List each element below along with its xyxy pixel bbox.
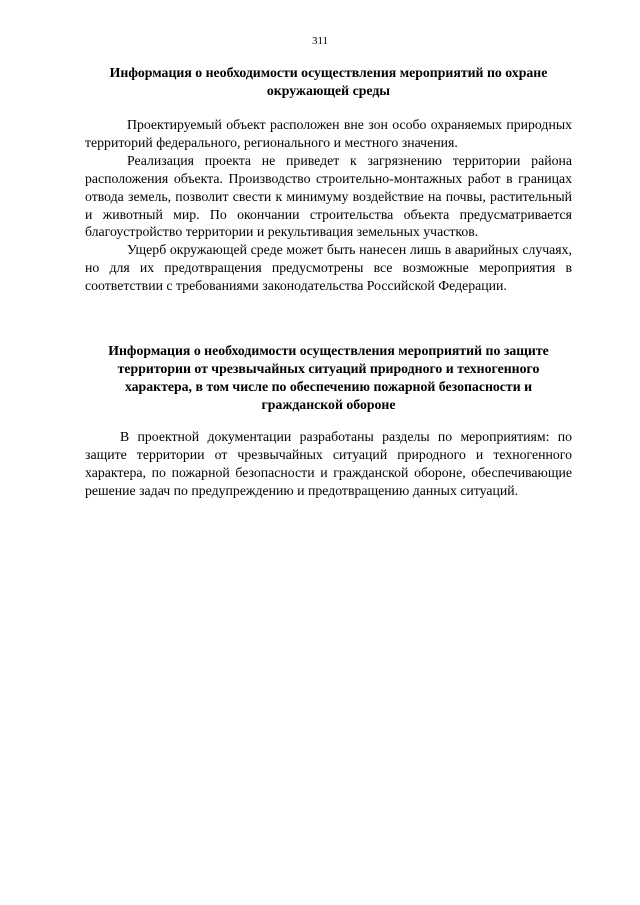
section-body-emergency (85, 428, 572, 500)
section-heading-environment (85, 64, 572, 100)
paragraph: В проектной документации разработаны разделы по мероприятиям: по защите территории от чрезвычайных ситуаций природного и техногенного характера, по пожарной безопасности и гражданской обороне, обеспечивающие решение задач по предупреждению и предотвращению данных ситуаций. (85, 429, 572, 498)
section-body-environment (85, 116, 572, 295)
heading-text: Информация о необходимости осуществления мероприятий по охране окружающей среды (109, 65, 548, 98)
paragraph: Реализация проекта не приведет к загрязнению территории района расположения объекта. Производство строительно-монтажных работ в границах отвода земель, позволит свести к минимуму воздействие на почвы, растительный и животный мир. По окончании строительства объекта предусматривается благоустройство территории и рекультивация земельных участков. (85, 152, 572, 240)
heading-text: Информация о необходимости осуществления мероприятий по защите территории от чрезвычайных ситуаций природного и техногенного характера, в том числе по обеспечению пожарной безопасности и гражданской обороне (108, 343, 549, 412)
paragraph: Ущерб окружающей среде может быть нанесен лишь в аварийных случаях, но для их предотвращения предусмотрены все возможные мероприятия в соответствии с требованиями законодательства Российской Федерации. (85, 242, 572, 294)
page-number: 311 (311, 35, 329, 47)
paragraph: Проектируемый объект расположен вне зон особо охраняемых природных территорий федерального, регионального и местного значения. (85, 117, 572, 150)
section-heading-emergency (85, 342, 572, 414)
